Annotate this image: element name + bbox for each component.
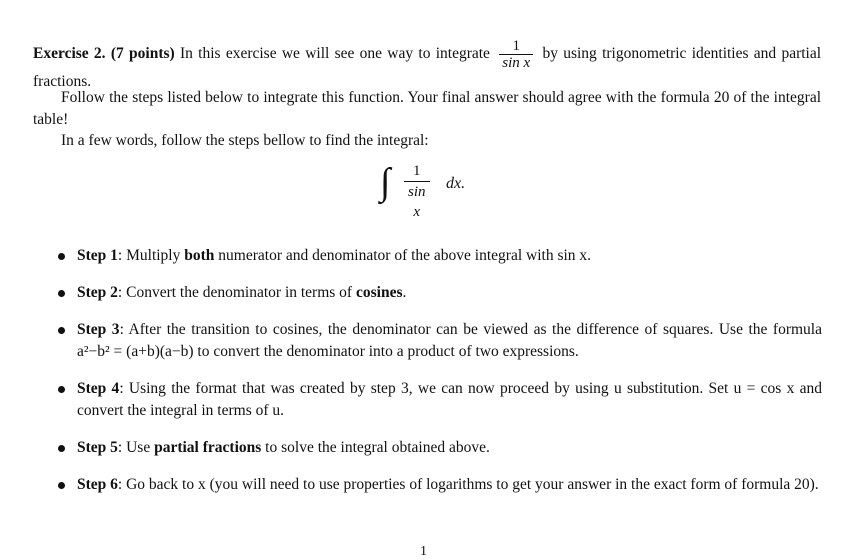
step-item-5 — [58, 437, 822, 459]
bullet-icon — [58, 386, 65, 393]
step-text: : Go back to x (you will need to use properties of logarithms to get your answer in the exact form of formula 20). — [117, 476, 819, 493]
step-text: : After the transition to cosines, the denominator can be viewed as the difference of squares. Use the formula a²−b² = (a+b)(a−b) to convert the denominator into a product of two expressions. — [77, 321, 822, 360]
step-item-4 — [58, 378, 822, 422]
exercise-points: (7 points) — [110, 45, 175, 63]
display-numerator: 1 — [404, 161, 430, 182]
step-label: Step 1 — [77, 247, 118, 264]
bullet-icon — [58, 327, 65, 334]
step-label: Step 3 — [77, 321, 120, 338]
step-item-6 — [58, 474, 822, 496]
step-emphasis: both — [184, 247, 215, 264]
step-text: : Convert the denominator in terms of — [117, 284, 356, 301]
exercise-label: Exercise 2. — [33, 45, 106, 63]
page-number: 1 — [420, 544, 427, 559]
step-emphasis: cosines — [355, 284, 403, 301]
step-emphasis: partial fractions — [154, 439, 262, 456]
step-label: Step 6 — [77, 476, 118, 493]
few-words-paragraph: In a few words, follow the steps bellow to find the integral: — [61, 132, 429, 149]
display-denominator: sin x — [408, 184, 426, 220]
step-text: to solve the integral obtained above. — [261, 439, 490, 456]
step-label: Step 4 — [77, 380, 120, 397]
follow-steps-paragraph: Follow the steps listed below to integrate this function. Your final answer should agree with the formula 20 of the integral table! — [33, 89, 821, 128]
step-text: : Multiply — [117, 247, 185, 264]
integral-sign: ∫ — [380, 161, 391, 203]
bullet-icon — [58, 482, 65, 489]
step-text: numerator and denominator of the above integral with sin x. — [214, 247, 592, 264]
step-text: : Use — [117, 439, 155, 456]
inline-fraction — [499, 38, 533, 71]
bullet-icon — [58, 445, 65, 452]
steps-list — [58, 245, 822, 511]
display-dx: dx. — [446, 175, 466, 192]
intro-after-text: by using trigonometric identities and partial fractions. — [33, 45, 822, 90]
step-text: . — [402, 284, 407, 301]
step-item-1 — [58, 245, 822, 267]
bullet-icon — [58, 290, 65, 297]
exercise-intro — [33, 38, 821, 93]
fraction-denominator: sin x — [502, 55, 531, 71]
intro-before-text: In this exercise we will see one way to integrate — [179, 45, 490, 63]
step-text: : Using the format that was created by step 3, we can now proceed by using u substitution. Set u = cos x and convert the integral in terms of u. — [77, 380, 822, 419]
bullet-icon — [58, 253, 65, 260]
step-label: Step 2 — [77, 284, 118, 301]
display-fraction — [404, 161, 430, 222]
step-item-2 — [58, 282, 822, 304]
step-item-3 — [58, 319, 822, 363]
step-label: Step 5 — [77, 439, 118, 456]
fraction-numerator: 1 — [499, 38, 533, 55]
